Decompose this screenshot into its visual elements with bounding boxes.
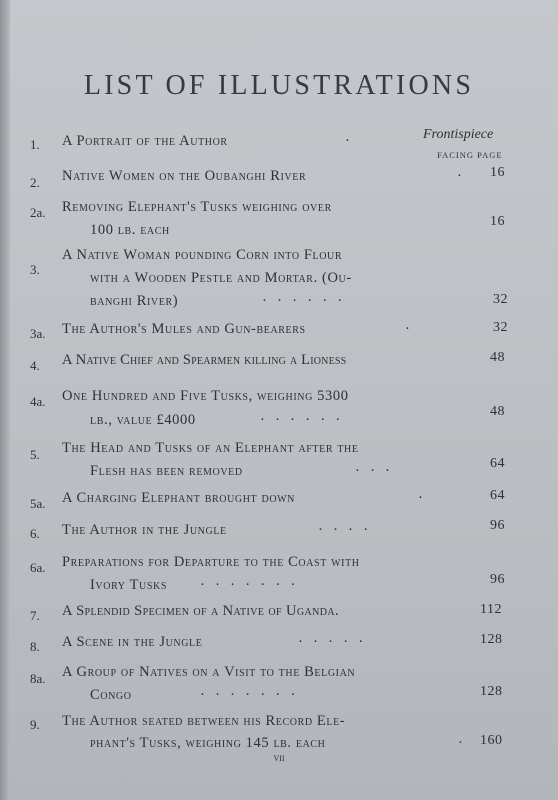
entry-number: 3a.: [30, 326, 46, 341]
entry-text: banghi River): [90, 293, 179, 309]
entry-text: A Splendid Specimen of a Native of Uganda.: [62, 603, 339, 619]
page-number: 32: [493, 320, 508, 335]
page-number: 128: [480, 632, 503, 647]
entry-text: A Scene in the Jungle: [62, 634, 203, 650]
entry-number: 2.: [30, 175, 40, 190]
entry-number: 5a.: [30, 496, 46, 511]
leader-dots: · · · · · ·: [260, 412, 342, 428]
entry-text: One Hundred and Five Tusks, weighing 5300: [62, 388, 349, 404]
page-number: 128: [480, 684, 503, 699]
entry-text: The Author seated between his Record Ele-: [62, 713, 346, 729]
page-number: 96: [490, 572, 505, 587]
leader-dots: ·: [457, 168, 463, 184]
entry-text: Flesh has been removed: [90, 463, 243, 479]
entry-number: 2a.: [30, 205, 46, 220]
entry-text: A Group of Natives on a Visit to the Belgian: [62, 664, 356, 680]
entry-number: 7.: [30, 608, 40, 623]
leader-dots: · · ·: [355, 463, 391, 479]
entry-number: 8a.: [30, 671, 46, 686]
entry-number: 4a.: [30, 394, 46, 409]
leader-dots: · · · ·: [318, 522, 370, 538]
entry-text: phant's Tusks, weighing 145 lb. each: [90, 735, 326, 751]
leader-dots: ·: [458, 735, 464, 751]
entry-number: 1.: [30, 137, 40, 152]
entry-text: lb., value £4000: [90, 412, 196, 428]
leader-dots: · · · · · · ·: [200, 687, 297, 703]
leader-dots: · · · · ·: [298, 634, 365, 650]
folio-page-number: vii: [273, 752, 285, 764]
entry-number: 3.: [30, 262, 40, 277]
entry-text: A Portrait of the Author: [62, 133, 228, 149]
entry-text: The Author in the Jungle: [62, 522, 227, 538]
page-number: 112: [480, 602, 502, 617]
entry-number: 6.: [30, 526, 40, 541]
frontispiece-label: Frontispiece: [423, 127, 494, 142]
entry-number: 6a.: [30, 560, 46, 575]
page-number: 64: [490, 456, 505, 471]
leader-dots: ·: [345, 133, 351, 149]
page-number: 16: [490, 214, 505, 229]
entry-text: Congo: [90, 687, 132, 703]
page-title: LIST OF ILLUSTRATIONS: [83, 70, 475, 101]
facing-page-label: FACING PAGE: [437, 150, 503, 160]
entry-number: 4.: [30, 358, 40, 373]
entry-text: A Charging Elephant brought down: [62, 490, 295, 506]
entry-text: Ivory Tusks: [90, 577, 167, 593]
page-number: 64: [490, 488, 505, 503]
entry-number: 8.: [30, 639, 40, 654]
page-number: 96: [490, 518, 505, 533]
leader-dots: ·: [418, 490, 424, 506]
entry-text: 100 lb. each: [90, 222, 170, 238]
leader-dots: ·: [405, 321, 411, 337]
leader-dots: · · · · · · ·: [200, 577, 297, 593]
entry-text: Native Women on the Oubanghi River: [62, 168, 307, 184]
page-number: 48: [490, 404, 505, 419]
entry-text: A Native Chief and Spearmen killing a Lioness: [62, 352, 347, 368]
leader-dots: · · · · · ·: [262, 293, 344, 309]
entry-text: A Native Woman pounding Corn into Flour: [62, 247, 343, 263]
page-number: 160: [480, 733, 503, 748]
entry-number: 5.: [30, 447, 40, 462]
entry-number: 9.: [30, 717, 40, 732]
entry-text: Preparations for Departure to the Coast with: [62, 554, 360, 570]
page-number: 48: [490, 350, 505, 365]
page-number: 16: [490, 165, 505, 180]
page-number: 32: [493, 292, 508, 307]
entry-text: Removing Elephant's Tusks weighing over: [62, 199, 332, 215]
entry-text: The Head and Tusks of an Elephant after the: [62, 440, 359, 456]
entry-text: The Author's Mules and Gun-bearers: [62, 321, 306, 337]
entry-text: with a Wooden Pestle and Mortar. (Ou-: [90, 270, 352, 286]
